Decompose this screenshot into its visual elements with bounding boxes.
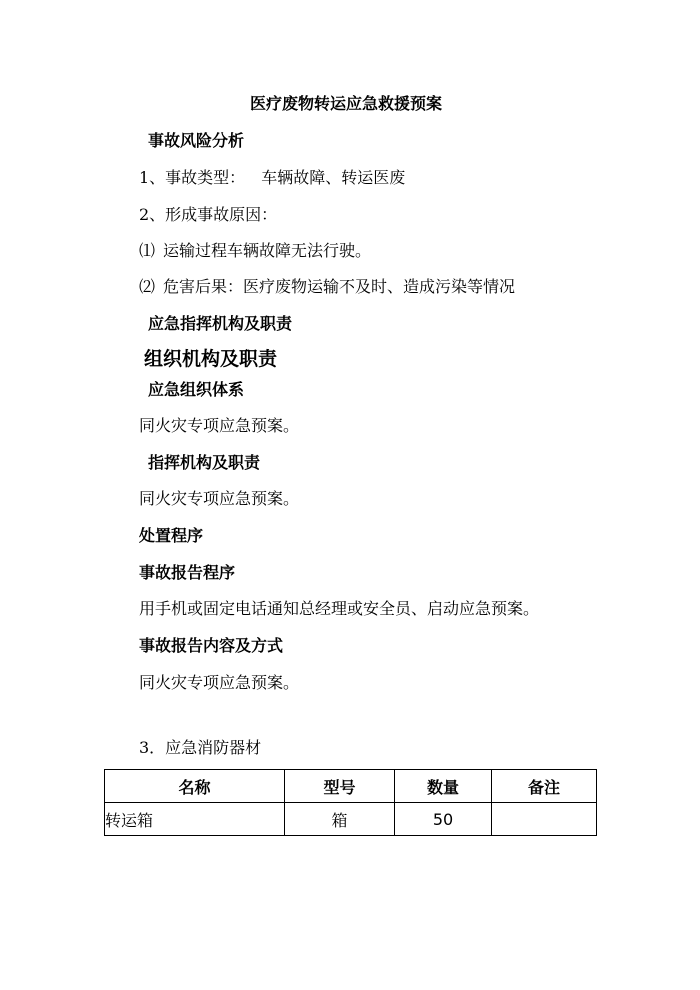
cause-item-1 — [139, 241, 371, 261]
cause-2-marker: ⑵ — [139, 277, 156, 296]
command-org-heading: 指挥机构及职责 — [148, 453, 261, 472]
document-title: 医疗废物转运应急救援预案 — [250, 94, 443, 113]
cell-quantity: 50 — [395, 803, 492, 836]
emergency-system-heading: 应急组织体系 — [148, 380, 245, 399]
command-org-text: 同火灾专项应急预案。 — [139, 489, 300, 508]
cell-model: 箱 — [285, 803, 395, 836]
header-cell-quantity: 数量 — [395, 770, 492, 803]
equipment-table — [104, 769, 597, 836]
cell-remarks — [492, 803, 597, 836]
cause-1-marker: ⑴ — [139, 241, 156, 260]
header-cell-name: 名称 — [105, 770, 285, 803]
report-procedure-text: 用手机或固定电话通知总经理或安全员、启动应急预案。 — [139, 599, 540, 618]
procedure-heading: 处置程序 — [139, 526, 204, 545]
report-content-text: 同火灾专项应急预案。 — [139, 673, 300, 692]
table-row — [105, 803, 597, 836]
report-procedure-heading: 事故报告程序 — [139, 563, 236, 582]
cause-item-2 — [139, 277, 515, 297]
header-cell-remarks: 备注 — [492, 770, 597, 803]
equipment-heading: 3．应急消防器材 — [139, 738, 262, 757]
table-header-row — [105, 770, 597, 803]
header-cell-model: 型号 — [285, 770, 395, 803]
report-content-heading: 事故报告内容及方式 — [139, 636, 284, 655]
emergency-system-text: 同火灾专项应急预案。 — [139, 416, 300, 435]
cause-2-text: 危害后果：医疗废物运输不及时、造成污染等情况 — [163, 277, 516, 296]
accident-cause-line: 2、形成事故原因： — [139, 205, 278, 224]
risk-analysis-heading: 事故风险分析 — [148, 131, 245, 150]
organization-heading: 组织机构及职责 — [144, 348, 278, 370]
cause-1-text: 运输过程车辆故障无法行驶。 — [163, 241, 372, 260]
command-heading: 应急指挥机构及职责 — [148, 314, 293, 333]
cell-name: 转运箱 — [105, 803, 285, 836]
accident-type-label: 1、事故类型： — [139, 168, 246, 187]
accident-type-value: 车辆故障、转运医废 — [261, 168, 406, 187]
accident-type-line — [139, 168, 405, 188]
